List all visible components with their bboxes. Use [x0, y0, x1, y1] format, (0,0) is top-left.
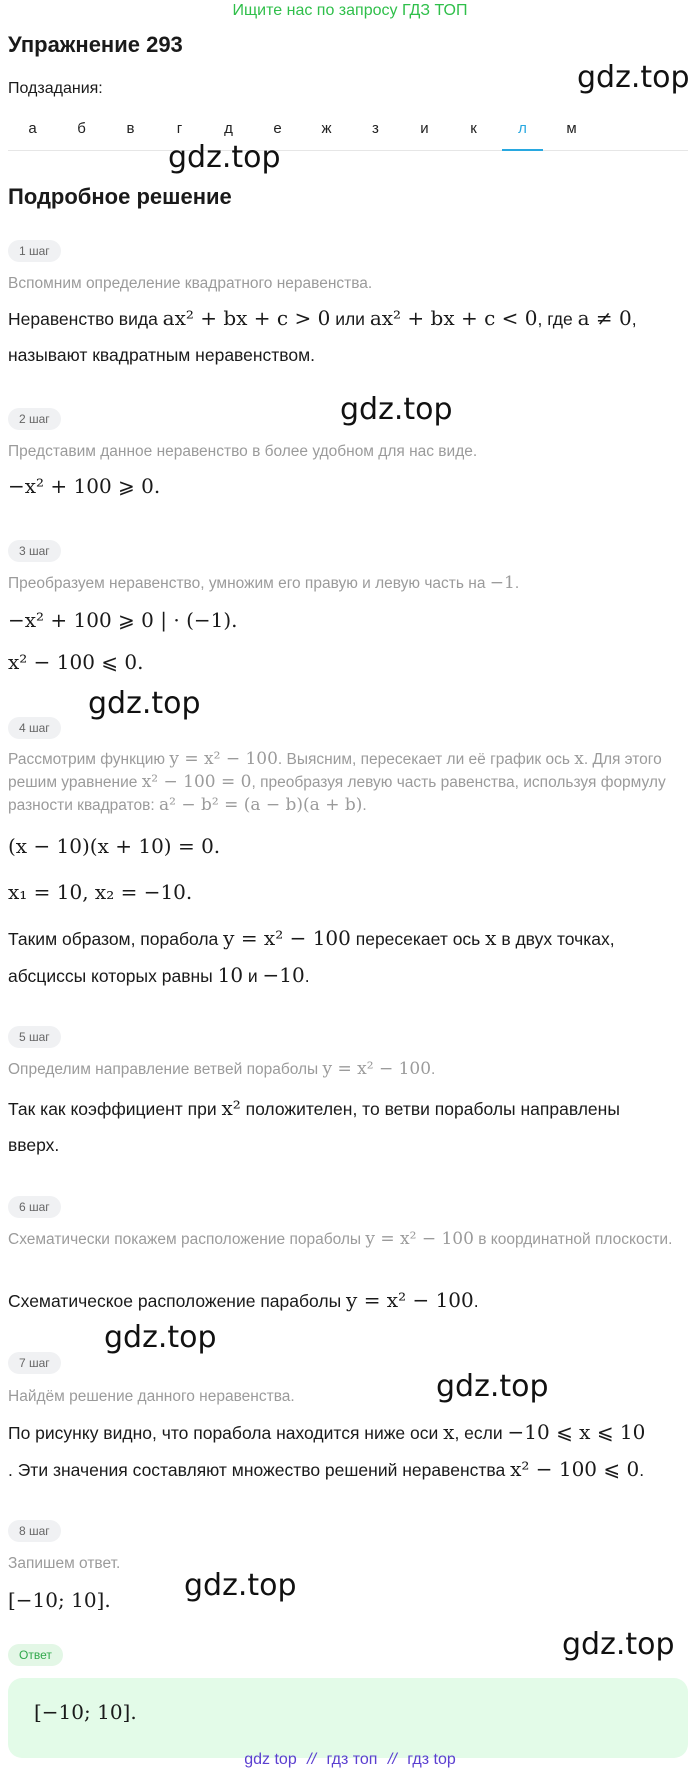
tab-m[interactable]: м: [566, 120, 577, 137]
formula: x₁ = 10, x₂ = −10.: [8, 880, 193, 904]
text-segment: в координатной плоскости.: [473, 1231, 673, 1248]
subtasks-label: Подзадания:: [8, 80, 103, 97]
top-banner[interactable]: Ищите нас по запросу ГДЗ ТОП: [232, 2, 468, 19]
step-hint: [8, 1228, 693, 1251]
tab-d[interactable]: д: [224, 120, 233, 137]
formula: y = x² − 100: [169, 749, 278, 769]
step-hint: [8, 1058, 693, 1081]
text-segment: называют квадратным неравенством.: [8, 345, 316, 365]
step-hint: Представим данное неравенство в более удобном для нас виде.: [8, 443, 478, 460]
formula: x: [443, 1420, 455, 1444]
formula: x²: [221, 1096, 241, 1120]
formula: x² − 100 ⩽ 0.: [8, 650, 144, 674]
formula: −10: [262, 963, 305, 987]
text-segment: пересекает ось: [350, 929, 486, 949]
tab-a[interactable]: а: [28, 120, 37, 137]
step-text: [8, 300, 693, 373]
text-segment: вверх.: [8, 1135, 60, 1155]
step-text: [8, 828, 693, 865]
text-segment: .: [473, 1291, 479, 1311]
answer-box: [8, 1678, 688, 1758]
text-segment: Схематическое расположение параболы: [8, 1291, 347, 1311]
formula: a ≠ 0: [577, 306, 632, 330]
tab-z[interactable]: з: [372, 120, 379, 137]
text-segment: положителен, то ветви пораболы направлены: [240, 1099, 620, 1119]
text-segment: . Эти значения составляют множество решений неравенства: [8, 1460, 511, 1480]
text-segment: или: [330, 309, 370, 329]
text-segment: Таким образом, порабола: [8, 929, 224, 949]
step-hint: Запишем ответ.: [8, 1555, 121, 1572]
tab-zh[interactable]: ж: [321, 120, 332, 137]
step-text: [8, 1090, 693, 1163]
text-segment: Рассмотрим функцию: [8, 751, 170, 768]
step-text: [8, 1582, 693, 1619]
text-segment: Так как коэффициент при: [8, 1099, 222, 1119]
text-segment: , если: [454, 1423, 508, 1443]
text-segment: Определим направление ветвей пораболы: [8, 1061, 323, 1078]
formula: 10: [217, 963, 244, 987]
watermark-logo: gdz.top: [436, 1369, 549, 1404]
step-text: [8, 920, 693, 994]
text-segment: Схематически покажем расположение пораболы: [8, 1231, 366, 1248]
text-segment: .: [639, 1460, 645, 1480]
step-badge: 2 шаг: [8, 408, 61, 430]
tab-k[interactable]: к: [470, 120, 477, 137]
step-text: [8, 1282, 693, 1319]
text-segment: По рисунку видно, что порабола находится ниже оси: [8, 1423, 444, 1443]
step-badge: 5 шаг: [8, 1026, 61, 1048]
tab-l[interactable]: л: [498, 114, 547, 150]
step-badge: 7 шаг: [8, 1352, 61, 1374]
formula: (x − 10)(x + 10) = 0.: [8, 834, 221, 858]
formula: −10 ⩽ x ⩽ 10: [507, 1420, 646, 1444]
text-segment: в двух точках,: [496, 929, 615, 949]
step-badge: 3 шаг: [8, 540, 61, 562]
formula: −1: [489, 573, 515, 593]
watermark-logo: gdz.top: [88, 686, 201, 721]
text-segment: .: [431, 1061, 436, 1078]
text-segment: . Для этого решим уравнение: [8, 751, 662, 791]
formula: x: [485, 926, 497, 950]
footer-separator: //: [307, 1751, 317, 1768]
step-badge: 4 шаг: [8, 717, 61, 739]
footer-separator: //: [387, 1751, 397, 1768]
step-hint: Найдём решение данного неравенства.: [8, 1388, 295, 1405]
footer-link[interactable]: гдз top: [407, 1751, 456, 1768]
formula: y = x² − 100: [322, 1059, 432, 1079]
text-segment: , где: [537, 309, 578, 329]
formula: ax² + bx + c > 0: [162, 306, 331, 330]
step-text: [8, 874, 693, 911]
text-segment: .: [362, 797, 367, 814]
formula: y = x² − 100: [346, 1288, 474, 1312]
formula: −x² + 100 ⩾ 0.: [8, 474, 161, 498]
footer-link[interactable]: гдз топ: [326, 1751, 378, 1768]
text-segment: , преобразуя левую часть равенства, используя формулу разности квадратов:: [8, 774, 666, 814]
tab-b[interactable]: б: [77, 120, 86, 137]
step-text: [8, 602, 693, 685]
step-badge: 8 шаг: [8, 1520, 61, 1542]
formula: [−10; 10].: [8, 1588, 111, 1612]
tab-e[interactable]: е: [273, 120, 282, 137]
footer-link[interactable]: gdz top: [244, 1751, 297, 1768]
watermark-logo: gdz.top: [104, 1320, 217, 1355]
formula: x² − 100 = 0: [141, 772, 252, 792]
formula: a² − b² = (a − b)(a + b): [158, 795, 363, 815]
tab-v[interactable]: в: [126, 120, 135, 137]
text-segment: ,: [631, 309, 637, 329]
exercise-title: Упражнение 293: [8, 32, 183, 57]
step-badge: 6 шаг: [8, 1196, 61, 1218]
text-segment: .: [304, 966, 310, 986]
formula: y = x² − 100: [365, 1229, 474, 1249]
tab-i[interactable]: и: [420, 120, 429, 137]
tab-g[interactable]: г: [176, 120, 183, 137]
text-segment: и: [243, 966, 263, 986]
answer-value: [−10; 10].: [34, 1700, 137, 1724]
watermark-logo: gdz.top: [340, 392, 453, 427]
step-text: [8, 468, 693, 505]
footer: [0, 1751, 700, 1769]
formula: x² − 100 ⩽ 0: [510, 1457, 640, 1481]
watermark-logo: gdz.top: [168, 140, 281, 175]
text-segment: Неравенство вида: [8, 309, 163, 329]
subtask-tabs: [8, 114, 688, 151]
text-segment: Преобразуем неравенство, умножим его правую и левую часть на: [8, 575, 490, 592]
formula: −x² + 100 ⩾ 0 | · (−1).: [8, 608, 238, 632]
formula: ax² + bx + c < 0: [369, 306, 538, 330]
watermark-logo: gdz.top: [577, 60, 690, 95]
watermark-logo: gdz.top: [184, 1568, 297, 1603]
step-text: [8, 1414, 693, 1488]
formula: x: [574, 749, 584, 769]
section-title: Подробное решение: [8, 184, 232, 209]
watermark-logo: gdz.top: [562, 1627, 675, 1662]
text-segment: .: [514, 575, 520, 592]
text-segment: . Выясним, пересекает ли её график ось: [277, 751, 575, 768]
step-hint: [8, 572, 693, 595]
step-hint: [8, 748, 693, 817]
formula: y = x² − 100: [223, 926, 351, 950]
answer-badge: Ответ: [8, 1644, 63, 1666]
step-badge: 1 шаг: [8, 240, 61, 262]
step-hint: Вспомним определение квадратного неравенства.: [8, 275, 373, 292]
text-segment: абсциссы которых равны: [8, 966, 218, 986]
